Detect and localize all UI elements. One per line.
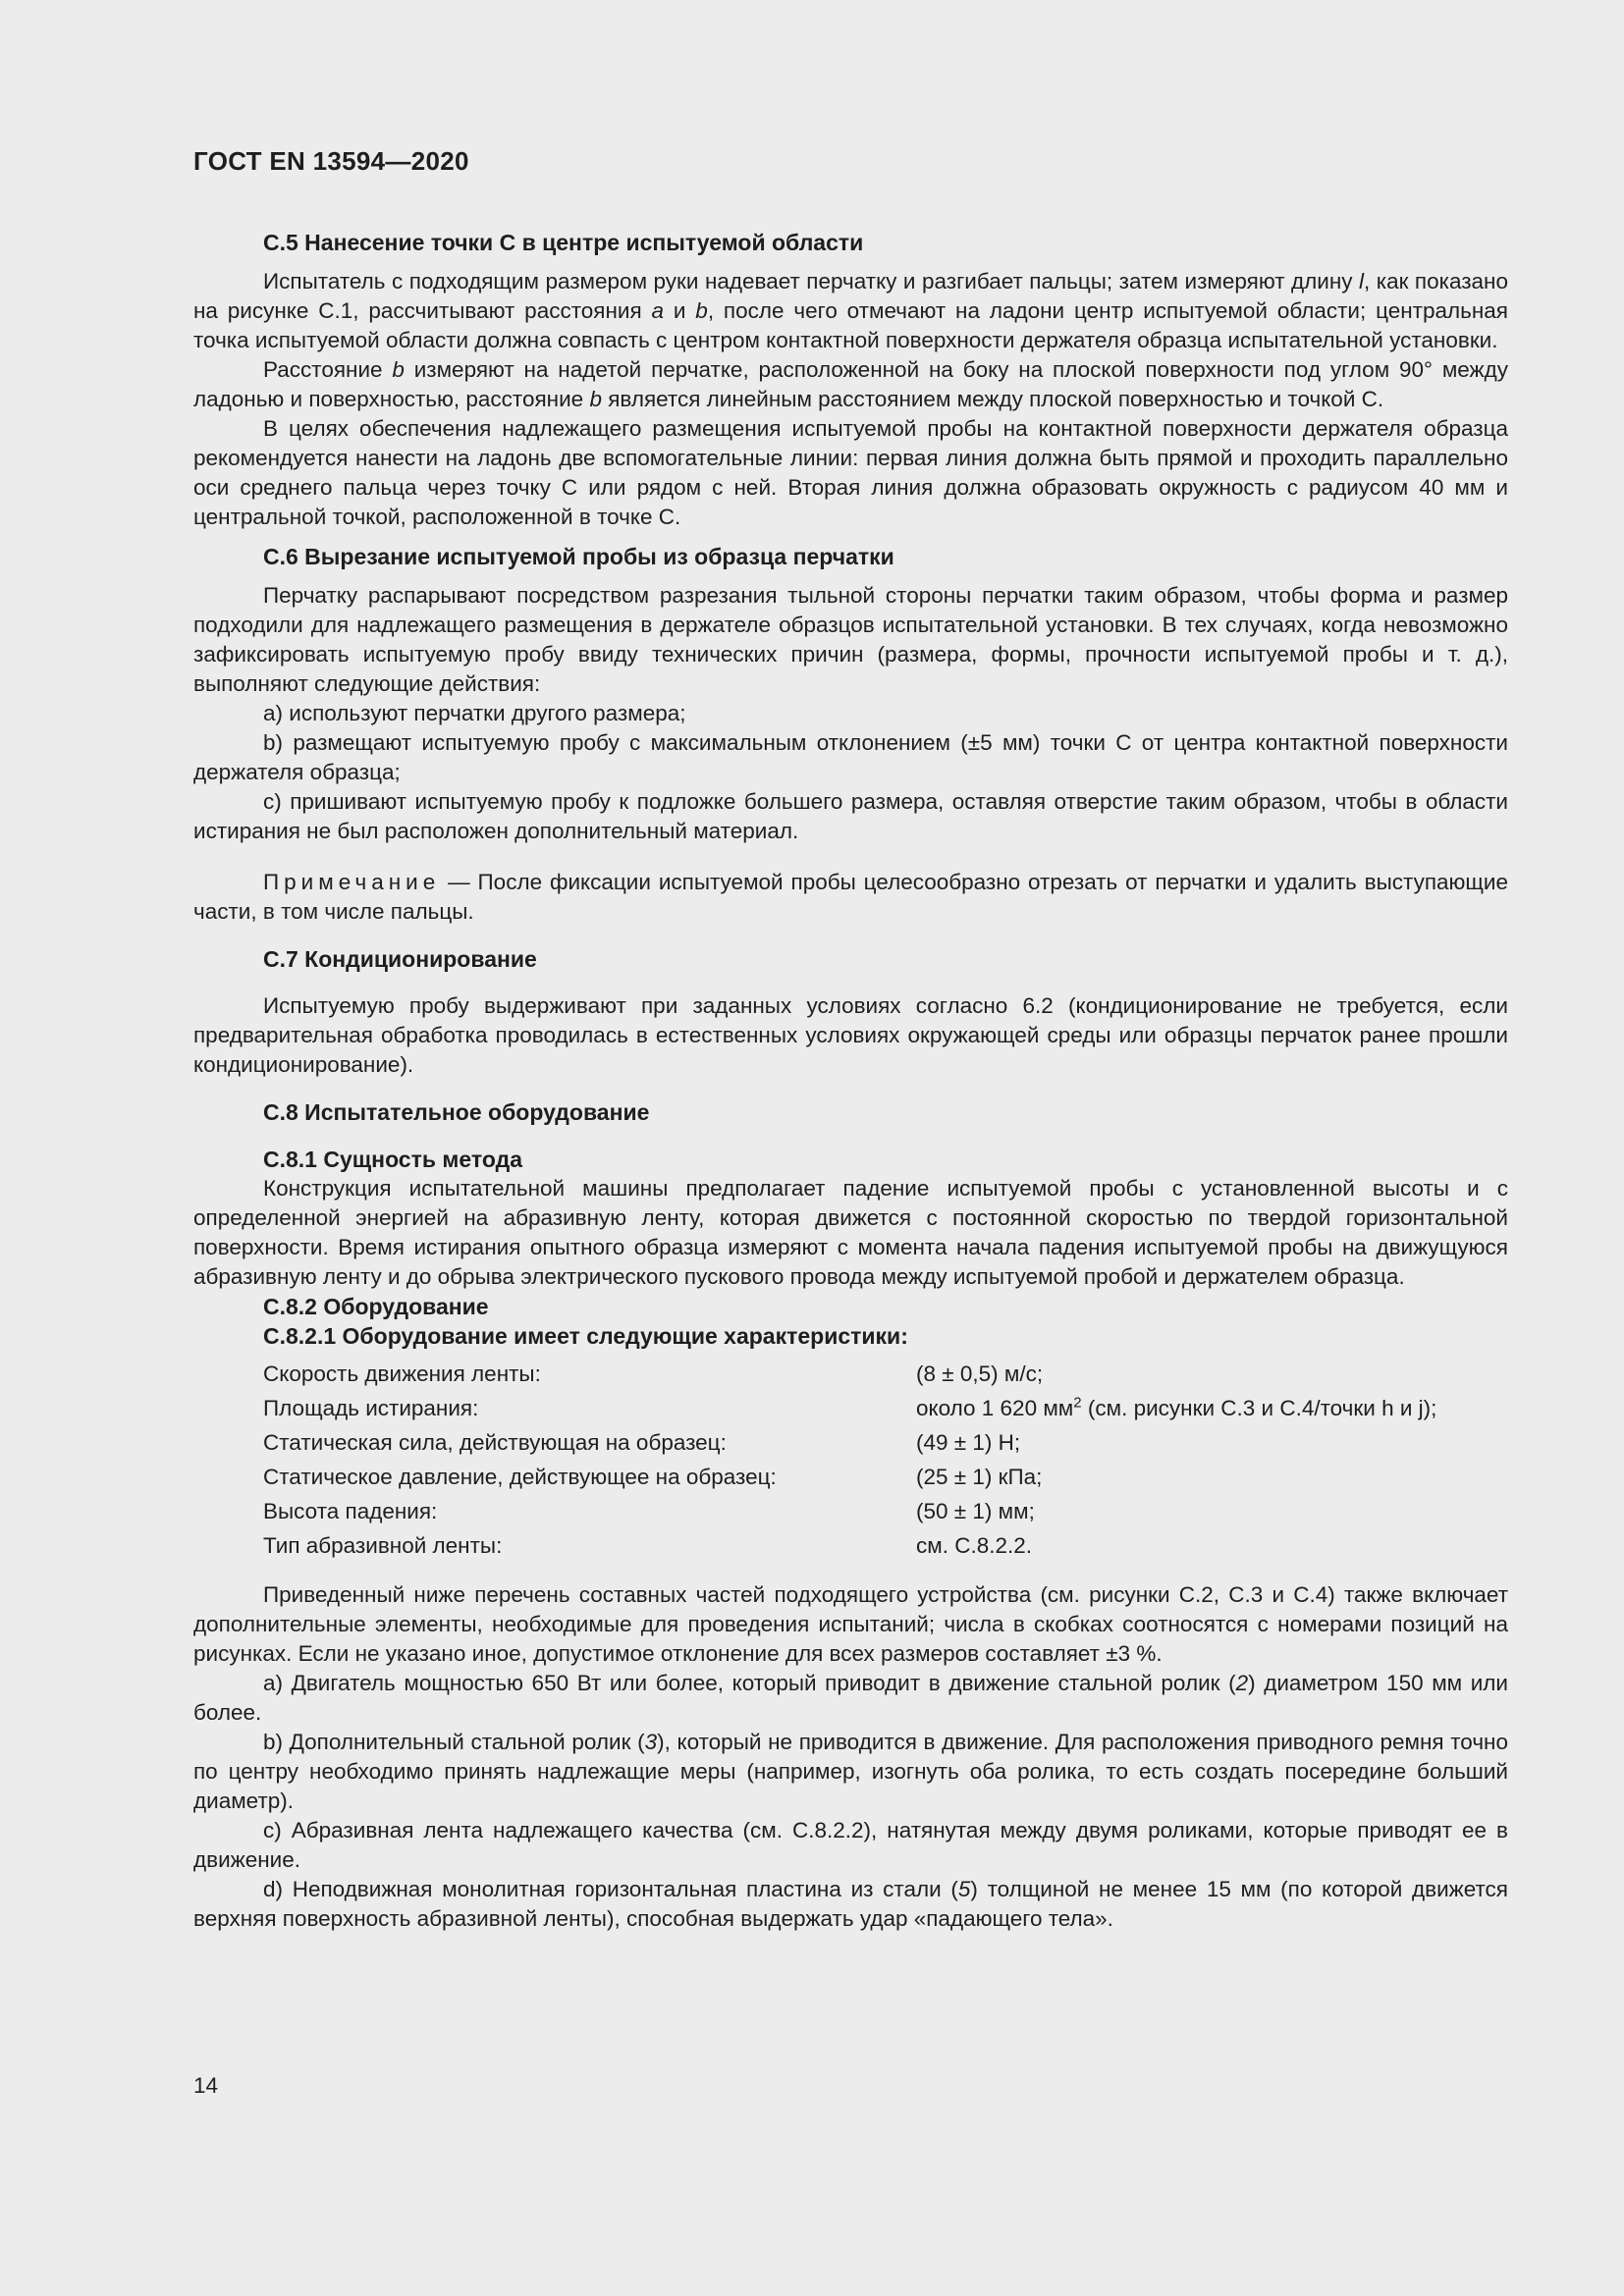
list-item: d) Неподвижная монолитная горизонтальная пластина из стали (5) толщиной не менее 15 мм (по которой движется верхняя поверхность абразивной ленты), способная выдержать удар «падающего тела».: [193, 1877, 1508, 1931]
table-row: Статическая сила, действующая на образец: (49 ± 1) Н;: [263, 1430, 1021, 1455]
section-c5-paragraph-3: В целях обеспечения надлежащего размещения испытуемой пробы на контактной поверхности держателя образца рекомендуется нанести на ладонь две вспомогательные линии: первая линия должна быть прямой и проходить параллельно оси среднего пальца через точку С или рядом с ней. Вторая линия должна образовать окружность с радиусом 40 мм и центральной точкой, расположенной в точке С.: [193, 416, 1508, 529]
section-c6-title: С.6 Вырезание испытуемой пробы из образца перчатки: [263, 544, 894, 569]
section-c6-note: Примечание — После фиксации испытуемой пробы целесообразно отрезать от перчатки и удалить выступающие части, в том числе пальцы.: [193, 870, 1508, 924]
table-row: Скорость движения ленты: (8 ± 0,5) м/с;: [263, 1362, 1044, 1386]
list-item: c) Абразивная лента надлежащего качества (см. С.8.2.2), натянутая между двумя роликами, которые приводят ее в движение.: [193, 1818, 1508, 1872]
table-row: Высота падения: (50 ± 1) мм;: [263, 1499, 1035, 1523]
section-c5-title: С.5 Нанесение точки С в центре испытуемой области: [263, 230, 864, 255]
section-c7-paragraph-1: Испытуемую пробу выдерживают при заданных условиях согласно 6.2 (кондиционирование не требуется, если предварительная обработка проводилась в естественных условиях окружающей среды или образцы перчаток ранее прошли кондиционирование).: [193, 993, 1508, 1077]
specs-table: [263, 1357, 1436, 1563]
table-row: Тип абразивной ленты: см. С.8.2.2.: [263, 1533, 1033, 1558]
list-item: b) размещают испытуемую пробу с максимальным отклонением (±5 мм) точки С от центра контактной поверхности держателя образца;: [193, 730, 1508, 784]
section-c6-paragraph-1: Перчатку распарывают посредством разрезания тыльной стороны перчатки таким образом, чтобы форма и размер подходили для надлежащего размещения в держателе образцов испытательной установки. В тех случаях, когда невозможно зафиксировать испытуемую пробу ввиду технических причин (размера, формы, прочности испытуемой пробы и т. д.), выполняют следующие действия:: [193, 583, 1508, 696]
table-row: Статическое давление, действующее на образец: (25 ± 1) кПа;: [263, 1465, 1043, 1489]
section-c821-title: С.8.2.1 Оборудование имеет следующие характеристики:: [263, 1323, 908, 1349]
section-c8-title: С.8 Испытательное оборудование: [263, 1099, 650, 1125]
section-c81-paragraph: Конструкция испытательной машины предполагает падение испытуемой пробы с установленной высоты и с определенной энергией на абразивную ленту, которая движется с постоянной скоростью по твердой горизонтальной поверхности. Время истирания опытного образца измеряют с момента начала падения испытуемой пробы на движущуюся абразивную ленту и до обрыва электрического пускового провода между испытуемой пробой и держателем образца.: [193, 1176, 1508, 1289]
page-number: 14: [193, 2073, 219, 2098]
list-item: a) используют перчатки другого размера;: [263, 701, 686, 725]
list-item: b) Дополнительный стальной ролик (3), который не приводится в движение. Для расположения приводного ремня точно по центру необходимо принять надлежащие меры (например, изогнуть оба ролика, то есть создать посередине больший диаметр).: [193, 1730, 1508, 1813]
list-item: c) пришивают испытуемую пробу к подложке большего размера, оставляя отверстие таким образом, чтобы в области истирания не был расположен дополнительный материал.: [193, 789, 1508, 843]
parts-intro-paragraph: Приведенный ниже перечень составных частей подходящего устройства (см. рисунки С.2, С.3 и С.4) также включает дополнительные элементы, необходимые для проведения испытаний; числа в скобках соотносятся с номерами позиций на рисунках. Если не указано иное, допустимое отклонение для всех размеров составляет ±3 %.: [193, 1582, 1508, 1666]
section-c5-paragraph-1: Испытатель с подходящим размером руки надевает перчатку и разгибает пальцы; затем измеряют длину l, как показано на рисунке С.1, рассчитывают расстояния a и b, после чего отмечают на ладони центр испытуемой области; центральная точка испытуемой области должна совпасть с центром контактной поверхности держателя образца испытательной установки.: [193, 269, 1509, 352]
document-header: ГОСТ EN 13594—2020: [193, 146, 469, 176]
note-label: Примечание: [263, 870, 441, 894]
list-item: a) Двигатель мощностью 650 Вт или более, который приводит в движение стальной ролик (2) диаметром 150 мм или более.: [193, 1671, 1508, 1725]
table-row: Площадь истирания: около 1 620 $мм^2$ (см. рисунки С.3 и С.4/точки h и j);: [263, 1394, 1437, 1420]
section-c5-paragraph-2: Расстояние b измеряют на надетой перчатке, расположенной на боку на плоской поверхности под углом 90° между ладонью и поверхностью, расстояние b является линейным расстоянием между плоской поверхностью и точкой С.: [193, 357, 1508, 411]
section-c7-title: С.7 Кондиционирование: [263, 946, 537, 972]
section-c81-title: С.8.1 Сущность метода: [263, 1147, 522, 1172]
section-c82-title: С.8.2 Оборудование: [263, 1294, 489, 1319]
